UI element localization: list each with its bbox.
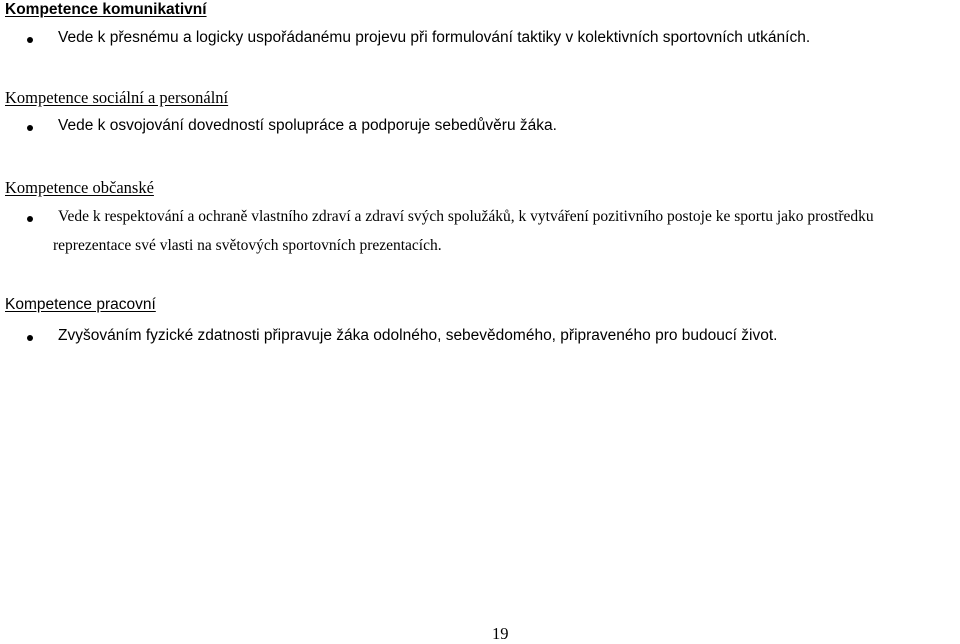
page-number: 19 <box>492 624 509 643</box>
list-item-text-line2: reprezentace své vlasti na světových sportovních prezentacích. <box>53 237 442 254</box>
bullet-icon <box>27 216 33 222</box>
section-heading-pracovni: Kompetence pracovní <box>5 296 156 313</box>
section-heading-komunikativni: Kompetence komunikativní <box>5 1 207 18</box>
bullet-icon <box>27 37 33 43</box>
bullet-icon <box>27 335 33 341</box>
list-item-text-line1: Vede k respektování a ochraně vlastního zdraví a zdraví svých spolužáků, k vytváření pozitivního postoje ke sportu jako prostředku <box>58 208 874 225</box>
section-heading-socialni-personalni: Kompetence sociální a personální <box>5 88 229 107</box>
bullet-icon <box>27 125 33 131</box>
list-item-text: Vede k osvojování dovedností spolupráce a podporuje sebedůvěru žáka. <box>58 117 557 134</box>
list-item-text: Zvyšováním fyzické zdatnosti připravuje žáka odolného, sebevědomého, připraveného pro budoucí život. <box>58 327 778 344</box>
list-item-text: Vede k přesnému a logicky uspořádanému projevu při formulování taktiky v kolektivních sportovních utkáních. <box>58 29 811 46</box>
section-heading-obcanske: Kompetence občanské <box>5 178 154 197</box>
